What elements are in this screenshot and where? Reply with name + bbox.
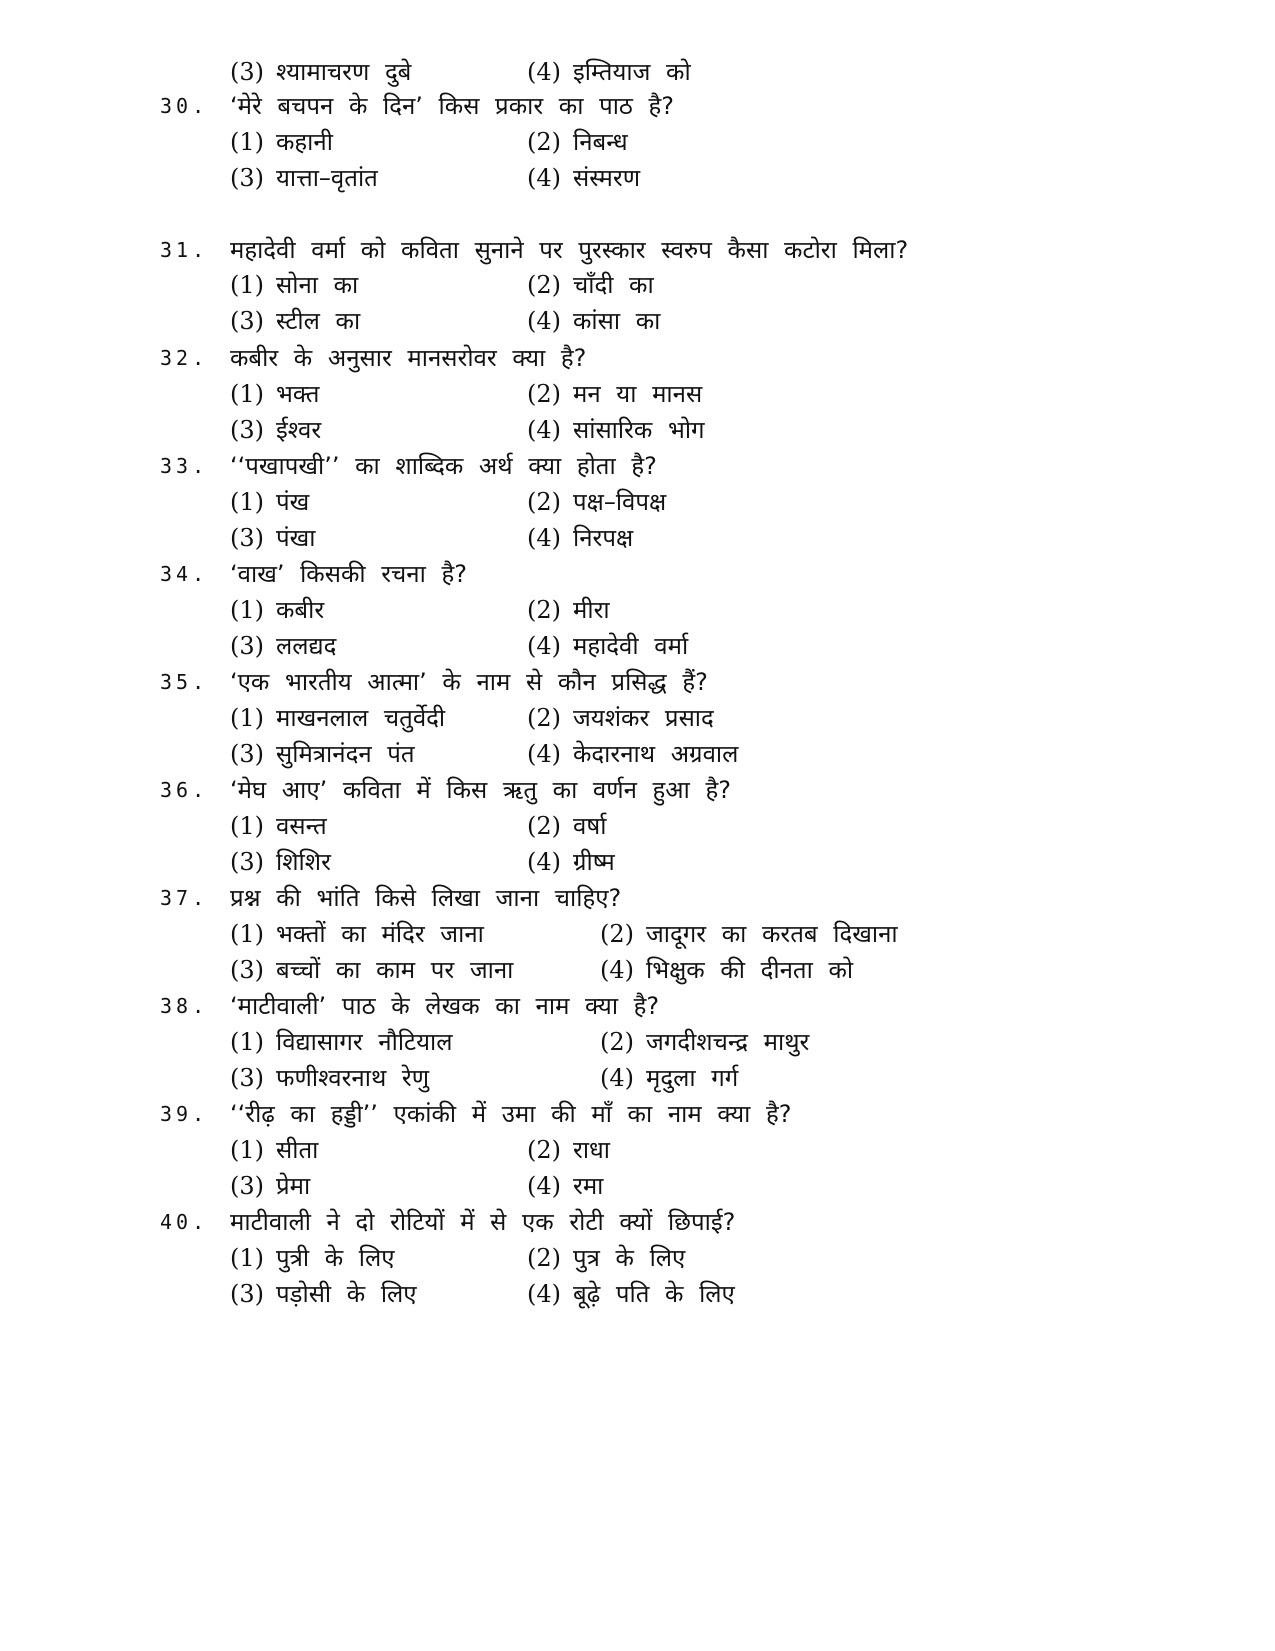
option-number: (2) — [600, 920, 634, 948]
option-text: पक्ष–विपक्ष — [573, 488, 667, 516]
option — [527, 1168, 603, 1204]
option-text: निरपक्ष — [573, 524, 634, 552]
option-text: केदारनाथ अग्रवाल — [573, 740, 739, 768]
option — [230, 267, 358, 303]
option-text: ग्रीष्म — [573, 848, 615, 876]
question-text: माटीवाली ने दो रोटियों में से एक रोटी क्यों छिपाई? — [230, 1208, 736, 1236]
option-number: (1) — [230, 704, 264, 732]
option — [230, 54, 411, 90]
option — [527, 412, 705, 448]
option-number: (1) — [230, 1028, 264, 1056]
option — [527, 160, 640, 196]
option-text: शिशिर — [276, 848, 331, 876]
option-number: (3) — [230, 1172, 264, 1200]
option — [230, 124, 333, 160]
question-number: 34. — [160, 562, 209, 586]
option — [230, 808, 327, 844]
option — [527, 484, 666, 520]
option-text: बूढ़े पति के लिए — [573, 1280, 735, 1308]
question-text: ‘मेरे बचपन के दिन’ किस प्रकार का पाठ है? — [230, 92, 674, 120]
option-text: पड़ोसी के लिए — [276, 1280, 417, 1308]
option — [527, 520, 633, 556]
option-number: (1) — [230, 380, 264, 408]
option-text: सोना का — [276, 271, 359, 299]
option-text: पंखा — [276, 524, 316, 552]
option-text: सुमित्रानंदन पंत — [276, 740, 415, 768]
option-number: (1) — [230, 596, 264, 624]
option — [230, 1168, 310, 1204]
question-number: 40. — [160, 1210, 209, 1234]
option — [230, 1240, 395, 1276]
option-number: (3) — [230, 1064, 264, 1092]
option — [230, 1276, 417, 1312]
option-number: (3) — [230, 956, 264, 984]
option — [230, 916, 484, 952]
option-text: संस्मरण — [573, 164, 641, 192]
option — [527, 808, 606, 844]
option-number: (1) — [230, 1136, 264, 1164]
option-text: रमा — [573, 1172, 604, 1200]
option-text: पुत्र के लिए — [573, 1244, 686, 1272]
option — [527, 700, 714, 736]
option-text: वसन्त — [276, 812, 327, 840]
option-number: (3) — [230, 58, 264, 86]
option-number: (4) — [600, 1064, 634, 1092]
option-number: (3) — [230, 307, 264, 335]
option-text: प्रेमा — [276, 1172, 311, 1200]
option-text: जयशंकर प्रसाद — [573, 704, 714, 732]
question-number: 37. — [160, 886, 209, 910]
question-number: 31. — [160, 238, 209, 262]
option — [230, 412, 321, 448]
option — [230, 628, 336, 664]
option-number: (1) — [230, 271, 264, 299]
question-text: प्रश्न की भांति किसे लिखा जाना चाहिए? — [230, 884, 622, 912]
option — [230, 952, 513, 988]
option — [230, 1024, 453, 1060]
question-text: ‘मेघ आए’ कविता में किस ऋतु का वर्णन हुआ है? — [230, 776, 731, 804]
option-text: बच्चों का काम पर जाना — [276, 956, 514, 984]
option-text: जगदीशचन्द्र माथुर — [646, 1028, 810, 1056]
option-number: (3) — [230, 848, 264, 876]
option — [527, 592, 610, 628]
option-text: निबन्ध — [573, 128, 628, 156]
option — [527, 736, 738, 772]
question-number: 33. — [160, 454, 209, 478]
option-text: कांसा का — [573, 307, 661, 335]
option-text: फणीश्वरनाथ रेणु — [276, 1064, 430, 1092]
option-text: भक्त — [276, 380, 320, 408]
option-number: (4) — [527, 524, 561, 552]
option-text: पुत्री के लिए — [276, 1244, 395, 1272]
option — [230, 520, 315, 556]
option-number: (2) — [527, 128, 561, 156]
option-number: (1) — [230, 1244, 264, 1272]
option-text: चाँदी का — [573, 271, 654, 299]
option-text: कबीर — [276, 596, 325, 624]
question-number: 39. — [160, 1102, 209, 1126]
option — [527, 376, 702, 412]
option-text: स्टील का — [276, 307, 361, 335]
option-number: (2) — [527, 380, 561, 408]
option-number: (3) — [230, 416, 264, 444]
option — [230, 303, 360, 339]
option — [527, 1240, 685, 1276]
option-text: सांसारिक भोग — [573, 416, 705, 444]
option-number: (4) — [527, 1172, 561, 1200]
question-number: 32. — [160, 346, 209, 370]
option — [230, 844, 331, 880]
option-text: श्यामाचरण दुबे — [276, 58, 412, 86]
option-number: (2) — [527, 1136, 561, 1164]
option-number: (3) — [230, 164, 264, 192]
option — [527, 1132, 610, 1168]
option — [600, 916, 898, 952]
option — [600, 952, 853, 988]
option-number: (1) — [230, 488, 264, 516]
option-text: माखनलाल चतुर्वेदी — [276, 704, 446, 732]
option-number: (3) — [230, 632, 264, 660]
question-number: 30. — [160, 94, 209, 118]
question-text: ‘एक भारतीय आत्मा’ के नाम से कौन प्रसिद्ध हैं? — [230, 668, 708, 696]
option-number: (3) — [230, 524, 264, 552]
option-number: (2) — [527, 1244, 561, 1272]
option-number: (4) — [527, 416, 561, 444]
option — [230, 484, 309, 520]
option-number: (1) — [230, 128, 264, 156]
option-text: सीता — [276, 1136, 319, 1164]
option — [527, 54, 691, 90]
option — [527, 844, 615, 880]
option-text: मीरा — [573, 596, 610, 624]
option — [230, 592, 324, 628]
question-number: 38. — [160, 994, 209, 1018]
option-number: (4) — [527, 164, 561, 192]
option — [230, 1060, 429, 1096]
option-number: (4) — [527, 307, 561, 335]
option-text: भक्तों का मंदिर जाना — [276, 920, 484, 948]
option — [230, 1132, 318, 1168]
option — [527, 303, 660, 339]
option — [527, 267, 654, 303]
question-number: 35. — [160, 670, 209, 694]
option-text: इम्तियाज को — [573, 58, 691, 86]
option-number: (2) — [527, 704, 561, 732]
option — [230, 700, 445, 736]
option-text: भिक्षुक की दीनता को — [646, 956, 854, 984]
question-text: ‘वाख’ किसकी रचना है? — [230, 560, 467, 588]
option-number: (2) — [527, 596, 561, 624]
option-number: (4) — [527, 1280, 561, 1308]
option-text: विद्यासागर नौटियाल — [276, 1028, 453, 1056]
option-text: मन या मानस — [573, 380, 703, 408]
option-number: (4) — [527, 58, 561, 86]
option-number: (1) — [230, 812, 264, 840]
option-number: (4) — [527, 848, 561, 876]
option-text: यात्ता–वृतांत — [276, 164, 378, 192]
option-number: (2) — [527, 488, 561, 516]
option-number: (2) — [600, 1028, 634, 1056]
option-number: (3) — [230, 740, 264, 768]
question-text: ‘‘रीढ़ का हड्डी’’ एकांकी में उमा की माँ का नाम क्या है? — [230, 1100, 792, 1128]
option-number: (2) — [527, 271, 561, 299]
option — [527, 124, 628, 160]
question-text: महादेवी वर्मा को कविता सुनाने पर पुरस्कार स्वरुप कैसा कटोरा मिला? — [230, 236, 909, 264]
option-text: महादेवी वर्मा — [573, 632, 689, 660]
option — [230, 736, 415, 772]
option-text: कहानी — [276, 128, 333, 156]
question-text: ‘माटीवाली’ पाठ के लेखक का नाम क्या है? — [230, 992, 660, 1020]
option — [600, 1060, 738, 1096]
option-number: (4) — [527, 740, 561, 768]
option-number: (1) — [230, 920, 264, 948]
option-number: (2) — [527, 812, 561, 840]
option — [600, 1024, 809, 1060]
option-text: जादूगर का करतब दिखाना — [646, 920, 898, 948]
option-text: राधा — [573, 1136, 611, 1164]
option-number: (4) — [600, 956, 634, 984]
option — [230, 376, 319, 412]
option-text: मृदुला गर्ग — [646, 1064, 739, 1092]
option-text: ललद्यद — [276, 632, 337, 660]
question-text: कबीर के अनुसार मानसरोवर क्या है? — [230, 344, 587, 372]
option-number: (4) — [527, 632, 561, 660]
option-text: वर्षा — [573, 812, 607, 840]
option-number: (3) — [230, 1280, 264, 1308]
option-text: ईश्वर — [276, 416, 322, 444]
option-text: पंख — [276, 488, 310, 516]
option — [527, 628, 688, 664]
question-text: ‘‘पखापखी’’ का शाब्दिक अर्थ क्या होता है? — [230, 452, 657, 480]
option — [230, 160, 378, 196]
option — [527, 1276, 735, 1312]
question-number: 36. — [160, 778, 209, 802]
